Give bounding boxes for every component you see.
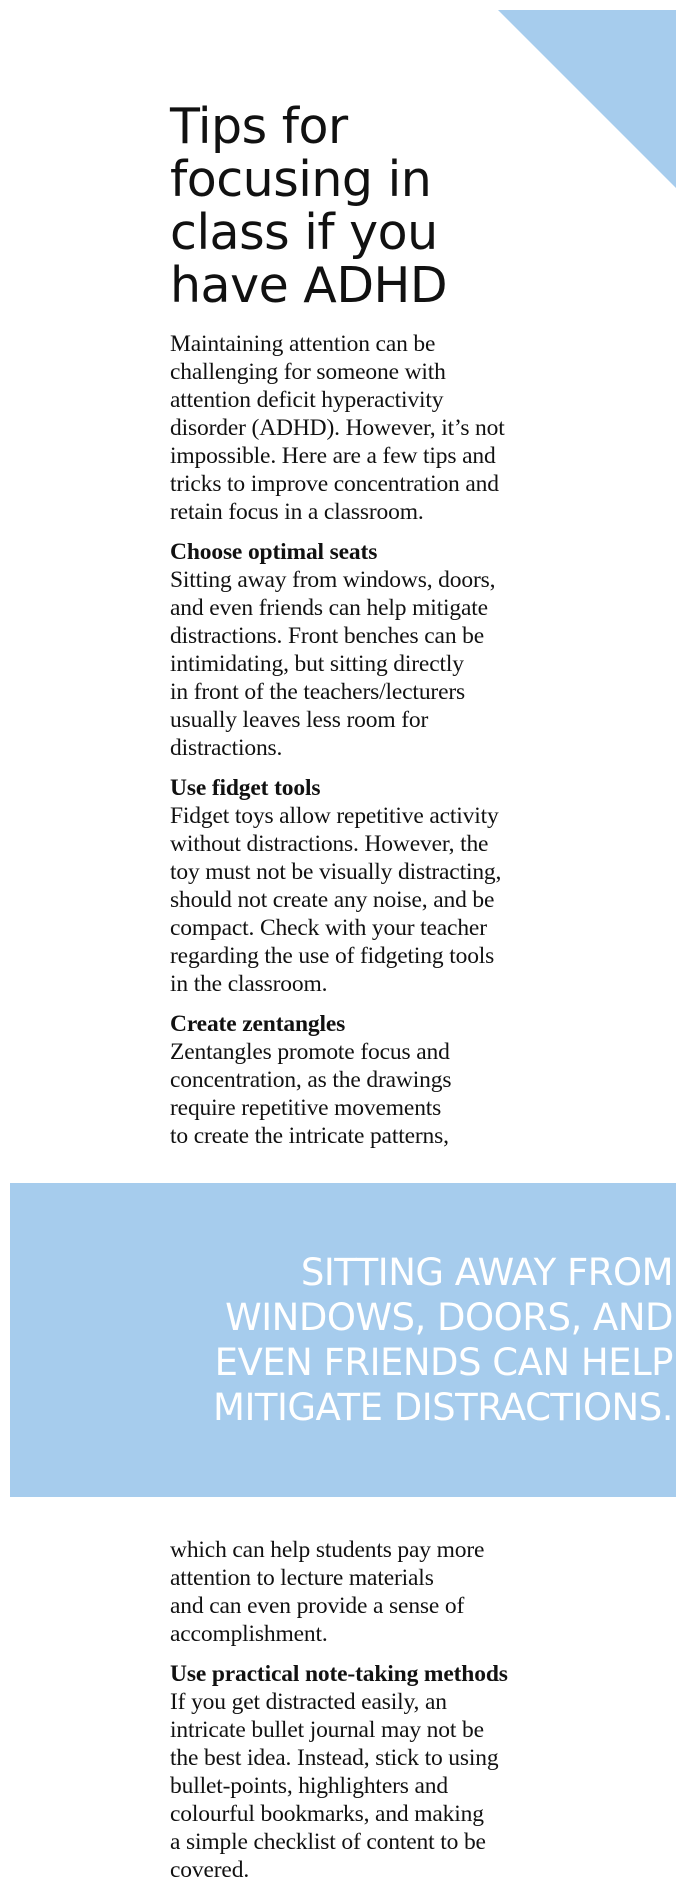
pull-quote-text: SITTING AWAY FROM WINDOWS, DOORS, AND EVEN FRIENDS CAN HELP MITIGATE DISTRACTIONS. xyxy=(213,1251,673,1429)
section-body-continuation: which can help students pay more attention to lecture materials and can even provide a sense of accomplishment. xyxy=(170,1537,485,1647)
section-choose-seats xyxy=(170,538,590,762)
section-body: Sitting away from windows, doors, and even friends can help mitigate distractions. Front benches can be intimidating, but sitting directly in front of the teachers/lecturers usually leaves less room for distractions. xyxy=(170,567,496,761)
section-note-taking xyxy=(170,1660,590,1884)
article-column-top xyxy=(170,330,590,1150)
section-heading: Use practical note-taking methods xyxy=(170,1661,508,1687)
corner-triangle-decoration xyxy=(498,10,676,188)
section-zentangles xyxy=(170,1010,590,1150)
section-fidget-tools xyxy=(170,774,590,998)
intro-paragraph: Maintaining attention can be challenging for someone with attention deficit hyperactivity disorder (ADHD). However, it’s not impossible. Here are a few tips and tricks to improve concentration and retain focus in a classroom. xyxy=(170,331,505,525)
pull-quote-band xyxy=(10,1183,676,1497)
section-body: If you get distracted easily, an intricate bullet journal may not be the best idea. Instead, stick to using bullet-points, highlighters and colourful bookmarks, and making a simple checklist of content to be covered. xyxy=(170,1689,499,1883)
section-heading: Choose optimal seats xyxy=(170,539,378,565)
article-column-bottom xyxy=(170,1536,590,1884)
article-title: Tips for focusing in class if you have ADHD xyxy=(170,98,448,314)
section-body: Fidget toys allow repetitive activity without distractions. However, the toy must not be visually distracting, should not create any noise, and be compact. Check with your teacher regarding the use of fidgeting tools in the classroom. xyxy=(170,803,502,997)
section-heading: Use fidget tools xyxy=(170,775,321,801)
section-heading: Create zentangles xyxy=(170,1011,346,1037)
section-body: Zentangles promote focus and concentration, as the drawings require repetitive movements to create the intricate patterns, xyxy=(170,1039,452,1149)
